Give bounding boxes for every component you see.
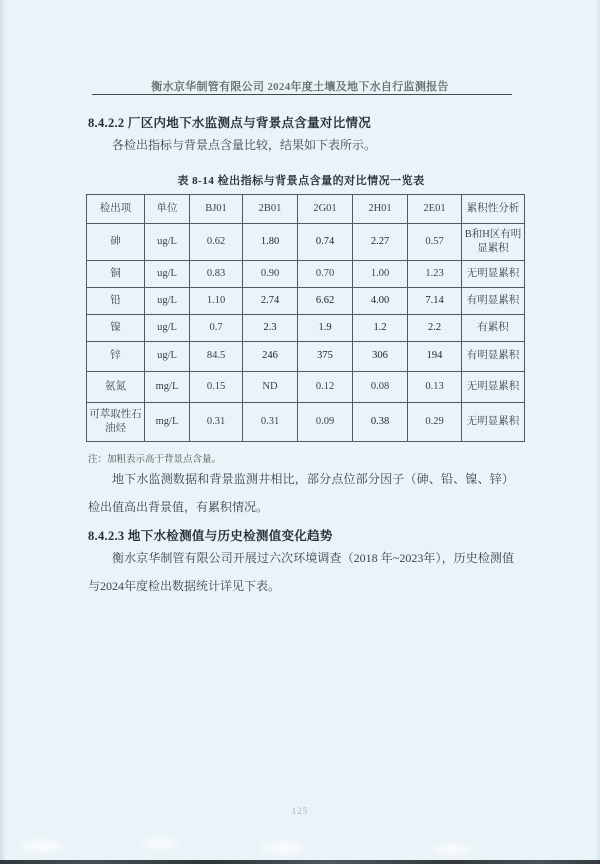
table-row — [87, 342, 525, 372]
scan-smudge — [258, 840, 308, 856]
table-cell: ug/L — [145, 261, 190, 288]
table-caption: 表 8-14 检出指标与背景点含量的对比情况一览表 — [177, 175, 425, 187]
comparison-table — [86, 194, 525, 442]
column-header: 2B01 — [243, 195, 298, 224]
table-cell: 0.12 — [298, 372, 353, 403]
table-note: 注：加粗表示高于背景点含量。 — [88, 455, 222, 465]
section2-intro-paragraph: 衡水京华制管有限公司开展过六次环境调查（2018 年~2023年），历史检测值与2024年度检出数据统计详见下表。 — [88, 551, 514, 593]
table-cell: 0.62 — [190, 224, 243, 261]
table-cell: 0.08 — [353, 372, 408, 403]
table-cell: 无明显累积 — [462, 261, 525, 288]
table-cell: 0.29 — [408, 403, 462, 442]
scan-smudge — [20, 838, 66, 854]
table-row — [87, 288, 525, 315]
table-cell: 7.14 — [408, 288, 462, 315]
table-row — [87, 403, 525, 442]
scan-smudge — [430, 842, 474, 856]
table-cell: 0.15 — [190, 372, 243, 403]
header-divider — [92, 94, 512, 95]
table-cell: 246 — [243, 342, 298, 372]
table-cell: ug/L — [145, 288, 190, 315]
table-cell: 无明显累积 — [462, 372, 525, 403]
table-cell: B和H区有明显累积 — [462, 224, 525, 261]
column-header: 单位 — [145, 195, 190, 224]
table-cell: 0.57 — [408, 224, 462, 261]
table-cell: 1.10 — [190, 288, 243, 315]
table-cell: 有明显累积 — [462, 288, 525, 315]
table-row — [87, 261, 525, 288]
table-cell: 0.90 — [243, 261, 298, 288]
table-cell: 0.31 — [243, 403, 298, 442]
table-cell: 2.27 — [353, 224, 408, 261]
table-cell: ug/L — [145, 315, 190, 342]
table-cell: 2.74 — [243, 288, 298, 315]
column-header: 2G01 — [298, 195, 353, 224]
table-cell: 锌 — [87, 342, 145, 372]
table-cell: ug/L — [145, 342, 190, 372]
section-heading-8-4-2-2: 8.4.2.2 厂区内地下水监测点与背景点含量对比情况 — [88, 116, 372, 130]
table-cell: 铜 — [87, 261, 145, 288]
table-cell: 镍 — [87, 315, 145, 342]
table-cell: 0.38 — [353, 403, 408, 442]
table-cell: 1.2 — [353, 315, 408, 342]
table-cell: ug/L — [145, 224, 190, 261]
table-cell: 2.3 — [243, 315, 298, 342]
table-cell: mg/L — [145, 403, 190, 442]
table-cell: 无明显累积 — [462, 403, 525, 442]
table-cell: 0.74 — [298, 224, 353, 261]
table-cell: 4.00 — [353, 288, 408, 315]
section1-intro-paragraph: 各检出指标与背景点含量比较，结果如下表所示。 — [112, 138, 377, 152]
scan-smudge — [140, 836, 180, 850]
column-header: 2E01 — [408, 195, 462, 224]
page-number: 125 — [291, 806, 309, 816]
table-cell: 有明显累积 — [462, 342, 525, 372]
table-cell: 铅 — [87, 288, 145, 315]
column-header: 检出项 — [87, 195, 145, 224]
table-cell: 194 — [408, 342, 462, 372]
table-cell: 1.9 — [298, 315, 353, 342]
page-content — [88, 113, 522, 600]
table-cell: 砷 — [87, 224, 145, 261]
page-header-title: 衡水京华制管有限公司 2024年度土壤及地下水自行监测报告 — [151, 81, 449, 93]
table-cell: 306 — [353, 342, 408, 372]
table-cell: 6.62 — [298, 288, 353, 315]
table-cell: 0.70 — [298, 261, 353, 288]
table-cell: 0.83 — [190, 261, 243, 288]
table-cell: 1.00 — [353, 261, 408, 288]
column-header: 累积性分析 — [462, 195, 525, 224]
section-heading-8-4-2-3: 8.4.2.3 地下水检测值与历史检测值变化趋势 — [88, 529, 333, 543]
table-cell: 375 — [298, 342, 353, 372]
table-header-row — [87, 195, 525, 224]
scan-edge-left — [0, 0, 6, 864]
column-header: BJ01 — [190, 195, 243, 224]
column-header: 2H01 — [353, 195, 408, 224]
table-row — [87, 315, 525, 342]
table-cell: 可萃取性石油烃 — [87, 403, 145, 442]
scan-edge-bottom — [0, 860, 600, 864]
table-cell: 0.31 — [190, 403, 243, 442]
table-cell: 1.23 — [408, 261, 462, 288]
table-cell: 1.80 — [243, 224, 298, 261]
table-cell: 0.7 — [190, 315, 243, 342]
table-cell: 0.13 — [408, 372, 462, 403]
table-cell: 2.2 — [408, 315, 462, 342]
table-cell: ND — [243, 372, 298, 403]
table-cell: 有累积 — [462, 315, 525, 342]
table-cell: mg/L — [145, 372, 190, 403]
table-row — [87, 224, 525, 261]
table-row — [87, 372, 525, 403]
section1-summary-paragraph: 地下水监测数据和背景监测井相比，部分点位部分因子（砷、铅、镍、锌）检出值高出背景值，有累积情况。 — [88, 472, 514, 514]
table-cell: 84.5 — [190, 342, 243, 372]
scan-edge-right — [595, 0, 600, 864]
table-cell: 氨氮 — [87, 372, 145, 403]
table-cell: 0.09 — [298, 403, 353, 442]
